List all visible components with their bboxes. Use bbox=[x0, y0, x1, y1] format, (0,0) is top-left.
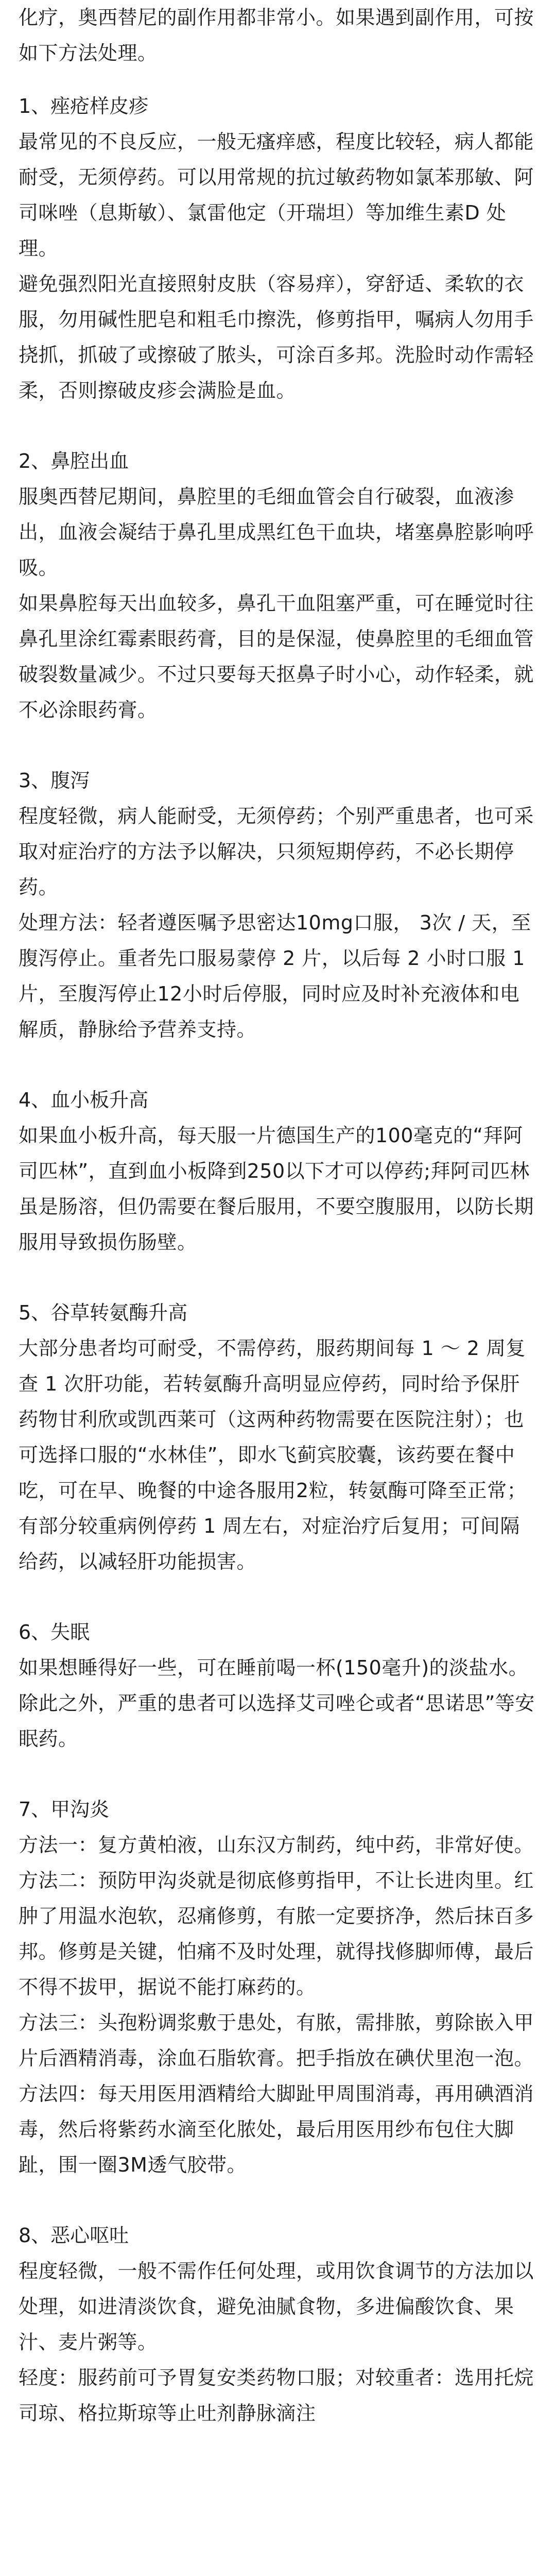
section-heading: 4、血小板升高 bbox=[19, 1089, 149, 1111]
section-paragraph: 最常见的不良反应，一般无瘙痒感，程度比较轻，病人都能耐受，无须停药。可以用常规的抗过敏药物如氯苯那敏、阿司咪唑（息斯敏）、氯雷他定（开瑞坦）等加维生素D 处理。 bbox=[19, 130, 534, 260]
section-paragraph: 如果血小板升高，每天服一片德国生产的100毫克的“拜阿司匹林”，直到血小板降到250以下才可以停药;拜阿司匹林虽是肠溶，但仍需要在餐后服用，不要空腹服用，以防长期服用导致损伤肠壁。 bbox=[19, 1124, 534, 1253]
section-paragraph: 程度轻微，一般不需作任何处理，或用饮食调节的方法加以处理，如进清淡饮食，避免油腻食物，多进偏酸饮食、果汁、麦片粥等。 bbox=[19, 2260, 534, 2353]
section-paragraph: 方法三：头孢粉调浆敷于患处，有脓，需排脓，剪除嵌入甲片后酒精消毒，涂血石脂软膏。把手指放在碘伏里泡一泡。 bbox=[19, 2011, 534, 2070]
section-spacer bbox=[19, 1278, 537, 1295]
section bbox=[19, 426, 537, 728]
section-paragraph: 轻度：服药前可予胃复安类药物口服；对较重者：选用托烷司琼、格拉斯琼等止吐剂静脉滴注 bbox=[19, 2366, 534, 2425]
article-sections bbox=[19, 71, 537, 2431]
section-paragraph: 方法四：每天用医用酒精给大脚趾甲周围消毒，再用碘酒消毒，然后将紫药水滴至化脓处，最后用医用纱布包住大脚趾，围一圈3M透气胶带。 bbox=[19, 2082, 534, 2176]
section-paragraph: 避免强烈阳光直接照射皮肤（容易痒），穿舒适、柔软的衣服，勿用碱性肥皂和粗毛巾擦洗，修剪指甲，嘱病人勿用手挠抓，抓破了或擦破了脓头，可涂百多邦。洗脸时动作需轻柔，否则擦破皮疹会满脸是血。 bbox=[19, 273, 534, 402]
section-paragraph: 服奥西替尼期间，鼻腔里的毛细血管会自行破裂，血液渗出，血液会凝结于鼻孔里成黑红色干血块，堵塞鼻腔影响呼吸。 bbox=[19, 485, 534, 579]
section-paragraph: 方法二：预防甲沟炎就是彻底修剪指甲，不让长进肉里。红肿了用温水泡软，忍痛修剪，有脓一定要挤净，然后抹百多邦。修剪是关键，怕痛不及时处理，就得找修脚师傅，最后不得不拔甲，据说不能打麻药的。 bbox=[19, 1869, 534, 1998]
section-paragraph: 程度轻微，病人能耐受，无须停药；个别严重患者，也可采取对症治疗的方法予以解决，只须短期停药，不必长期停药。 bbox=[19, 805, 534, 899]
section bbox=[19, 1597, 537, 1757]
section-spacer bbox=[19, 2200, 537, 2218]
section-spacer bbox=[19, 1597, 537, 1615]
section-paragraph: 如果鼻腔每天出血较多，鼻孔干血阻塞严重，可在睡觉时往鼻孔里涂红霉素眼药膏，目的是保湿，使鼻腔里的毛细血管破裂数量减少。不过只要每天抠鼻子时小心，动作轻柔，就不必涂眼药膏。 bbox=[19, 592, 534, 721]
section-spacer bbox=[19, 71, 537, 89]
section-spacer bbox=[19, 1065, 537, 1082]
section-spacer bbox=[19, 745, 537, 763]
section-heading: 6、失眠 bbox=[19, 1621, 90, 1643]
section bbox=[19, 2200, 537, 2431]
section-paragraph: 大部分患者均可耐受，不需停药，服药期间每 1 ～ 2 周复查 1 次肝功能，若转氨酶升高明显应停药，同时给予保肝药物甘利欣或凯西莱可（这两种药物需要在医院注射）；也可选择口服的“水林佳”，即水飞蓟宾胶囊，该药要在餐中吃，可在早、晚餐的中途各服用2粒，转氨酶可降至正常；有部分较重病例停药 1 周左右，对症治疗后复用；可间隔给药，以减轻肝功能损害。 bbox=[19, 1337, 527, 1573]
section bbox=[19, 1278, 537, 1580]
section-heading: 7、甲沟炎 bbox=[19, 1798, 110, 1821]
section-paragraph: 如果想睡得好一些，可在睡前喝一杯(150毫升)的淡盐水。除此之外，严重的患者可以选择艾司唑仑或者“思诺思”等安眠药。 bbox=[19, 1656, 535, 1750]
section bbox=[19, 745, 537, 1047]
section bbox=[19, 1065, 537, 1260]
section-paragraph: 处理方法：轻者遵医嘱予思密达10mg口服， 3次 / 天，至腹泻停止。重者先口服易蒙停 2 片，以后每 2 小时口服 1 片，至腹泻停止12小时后停服，同时应及时补充液体和电解质，静脉给予营养支持。 bbox=[19, 911, 531, 1041]
section-heading: 2、鼻腔出血 bbox=[19, 450, 129, 472]
section-spacer bbox=[19, 426, 537, 444]
section-heading: 3、腹泻 bbox=[19, 769, 90, 792]
section-heading: 1、痤疮样皮疹 bbox=[19, 95, 149, 117]
section-heading: 8、恶心呕吐 bbox=[19, 2224, 129, 2247]
section-paragraph: 方法一：复方黄柏液，山东汉方制药，纯中药，非常好使。 bbox=[19, 1834, 534, 1856]
section-spacer bbox=[19, 1774, 537, 1792]
section-heading: 5、谷草转氨酶升高 bbox=[19, 1301, 188, 1324]
intro-paragraph: 化疗，奥西替尼的副作用都非常小。如果遇到副作用，可按如下方法处理。 bbox=[19, 6, 534, 64]
section bbox=[19, 1774, 537, 2183]
section bbox=[19, 71, 537, 409]
